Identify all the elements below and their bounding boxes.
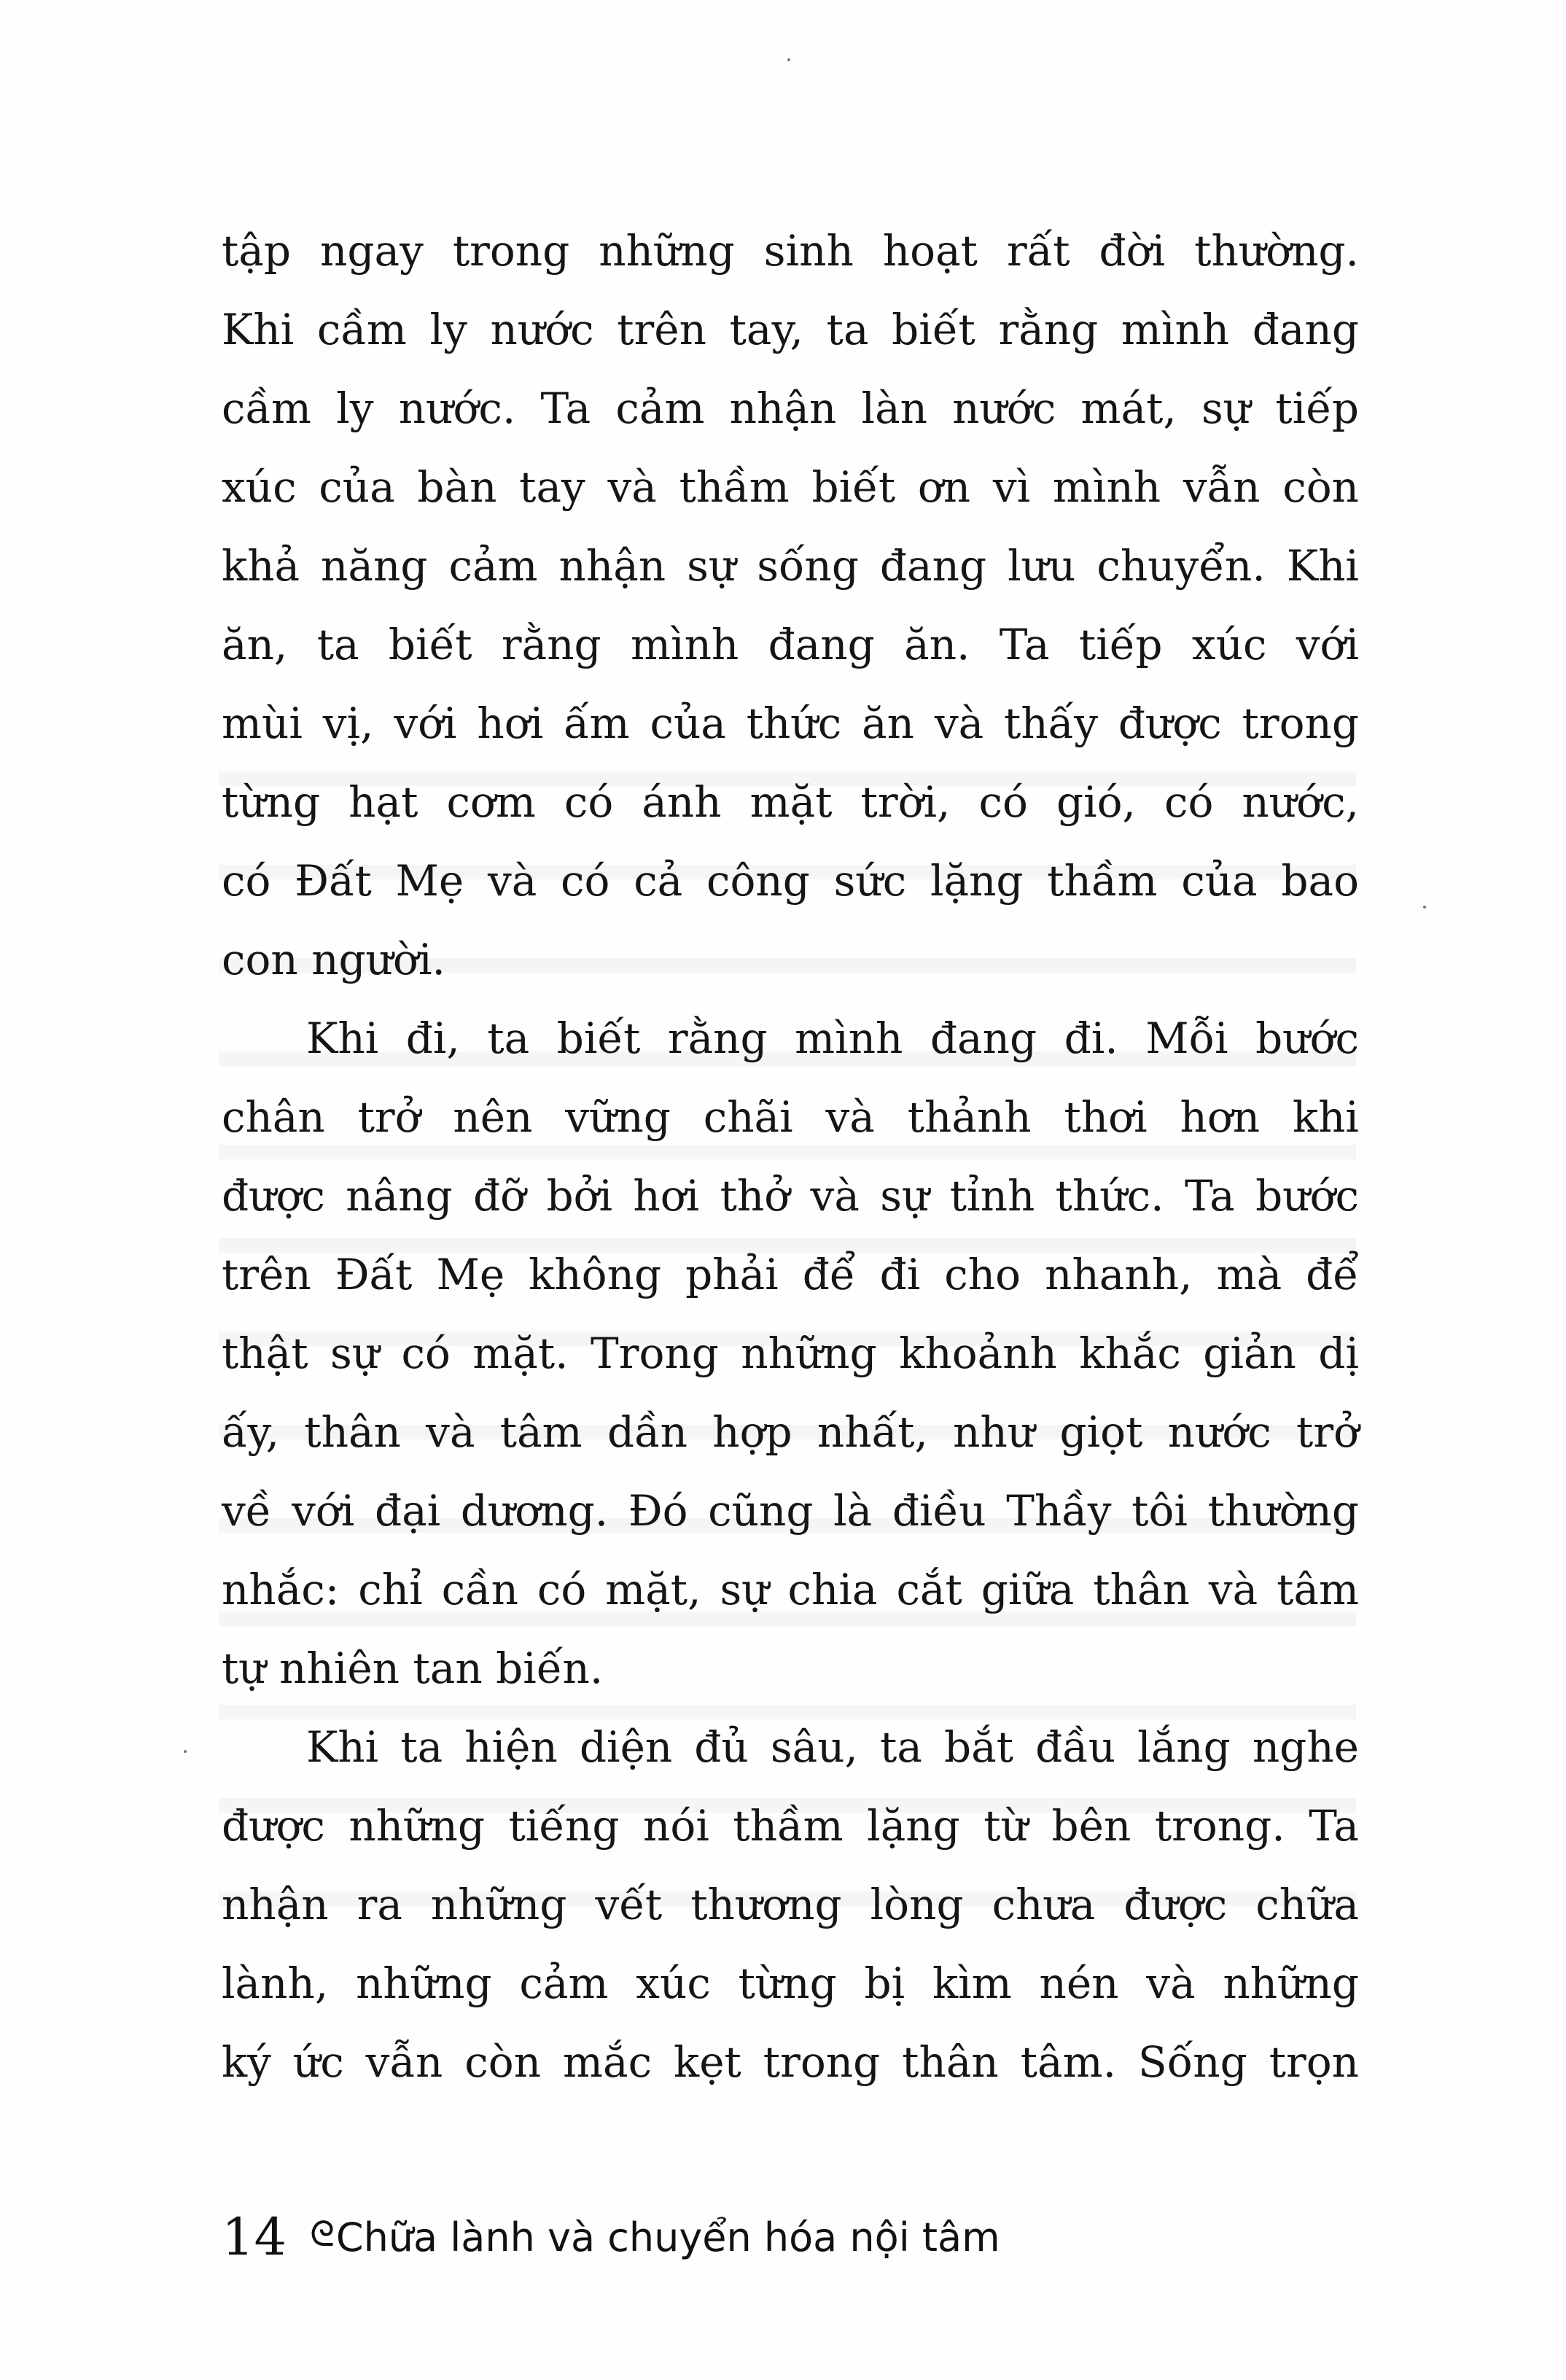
paper-fleck (787, 58, 790, 61)
text-line: nhận ra những vết thương lòng chưa được chữa (222, 1880, 1359, 1929)
text-line: thật sự có mặt. Trong những khoảnh khắc giản dị (222, 1329, 1359, 1378)
book-title: Chữa lành và chuyển hóa nội tâm (335, 2214, 1000, 2260)
paper-fleck (184, 1750, 187, 1753)
text-line: lành, những cảm xúc từng bị kìm nén và những (222, 1959, 1359, 2008)
text-line: Khi ta hiện diện đủ sâu, ta bắt đầu lắng nghe (306, 1722, 1359, 1772)
text-line: con người. (222, 935, 445, 984)
paper-fleck (1423, 906, 1426, 909)
text-line: mùi vị, với hơi ấm của thức ăn và thấy được trong (222, 699, 1359, 748)
text-line: có Đất Mẹ và có cả công sức lặng thầm của bao (222, 856, 1359, 906)
text-line: tự nhiên tan biến. (222, 1644, 604, 1693)
text-line: khả năng cảm nhận sự sống đang lưu chuyển. Khi (222, 541, 1359, 591)
page-number: 14 (222, 2207, 287, 2267)
text-line: được nâng đỡ bởi hơi thở và sự tỉnh thức. Ta bước (222, 1171, 1359, 1221)
text-line: tập ngay trong những sinh hoạt rất đời thường. (222, 226, 1359, 276)
text-line: Khi đi, ta biết rằng mình đang đi. Mỗi bước (306, 1014, 1359, 1063)
ornament-icon: ᘓ (310, 2213, 335, 2255)
text-line: trên Đất Mẹ không phải để đi cho nhanh, mà để (222, 1250, 1359, 1299)
text-line: về với đại dương. Đó cũng là điều Thầy tôi thường (222, 1486, 1359, 1536)
paragraph-2 (222, 999, 1359, 1708)
text-line: từng hạt cơm có ánh mặt trời, có gió, có nước, (222, 777, 1359, 827)
paragraph-3 (222, 1708, 1359, 2101)
text-line: được những tiếng nói thầm lặng từ bên trong. Ta (222, 1801, 1359, 1851)
page-footer (222, 2201, 1000, 2274)
text-line: ký ức vẫn còn mắc kẹt trong thân tâm. Sống trọn (222, 2037, 1359, 2087)
text-line: cầm ly nước. Ta cảm nhận làn nước mát, sự tiếp (222, 384, 1359, 433)
text-line: xúc của bàn tay và thầm biết ơn vì mình vẫn còn (222, 462, 1359, 512)
text-line: ăn, ta biết rằng mình đang ăn. Ta tiếp xúc với (222, 620, 1359, 669)
text-line: Khi cầm ly nước trên tay, ta biết rằng mình đang (222, 305, 1359, 354)
text-line: chân trở nên vững chãi và thảnh thơi hơn khi (222, 1092, 1359, 1142)
text-line: ấy, thân và tâm dần hợp nhất, như giọt nước trở (222, 1407, 1359, 1457)
text-line: nhắc: chỉ cần có mặt, sự chia cắt giữa thân và tâm (222, 1565, 1359, 1614)
paragraph-1 (222, 211, 1359, 999)
body-text (222, 211, 1359, 2101)
